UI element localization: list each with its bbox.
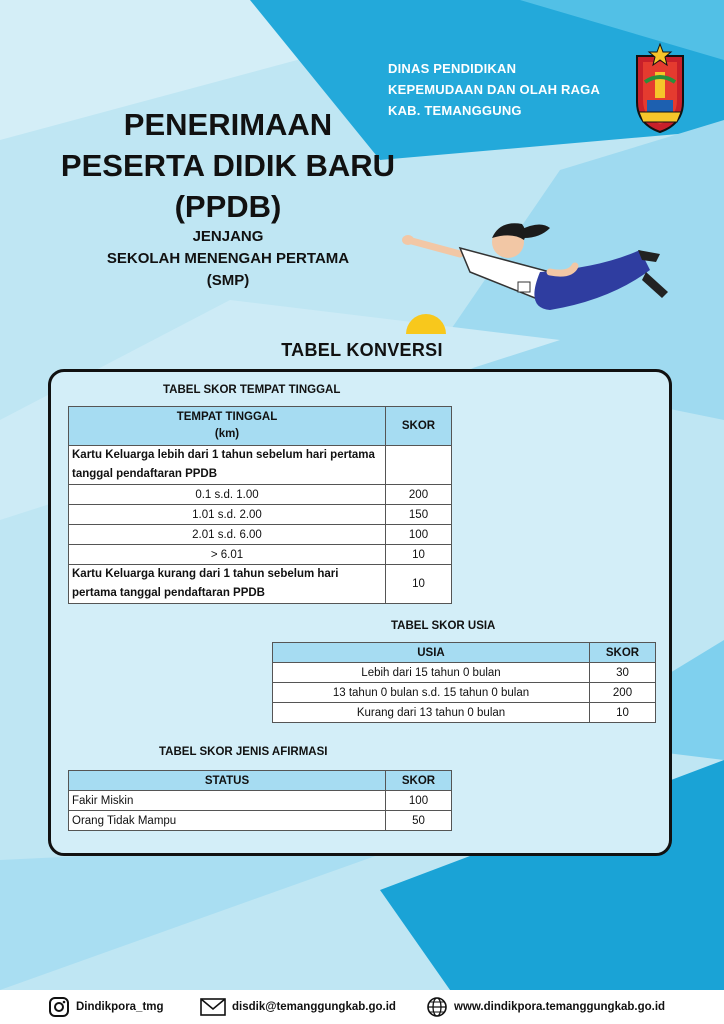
group1-label: Kartu Keluarga lebih dari 1 tahun sebelum hari pertama tanggal pendaftaran PPDB (69, 446, 386, 485)
table-usia (272, 642, 656, 723)
table-header-row (273, 643, 656, 663)
header-tempat-line-2: (km) (214, 428, 240, 440)
table-row (69, 545, 452, 565)
table-header-row (69, 407, 452, 446)
title-line-3: (PPDB) (174, 189, 282, 224)
group1-skor (386, 446, 452, 485)
table-tempat-caption: TABEL SKOR TEMPAT TINGGAL (163, 384, 341, 396)
header-skor: SKOR (386, 407, 452, 446)
range-cell: > 6.01 (69, 545, 386, 565)
email-address: disdik@temanggungkab.go.id (232, 1001, 396, 1013)
sun-shape (404, 312, 448, 334)
instagram-icon (48, 996, 70, 1018)
table-row (273, 663, 656, 683)
usia-cell: 13 tahun 0 bulan s.d. 15 tahun 0 bulan (273, 683, 590, 703)
header-skor: SKOR (386, 771, 452, 791)
footer-instagram[interactable] (48, 990, 164, 1024)
agency-line-2: KEPEMUDAAN DAN OLAH RAGA (388, 82, 601, 97)
skor-cell: 150 (386, 505, 452, 525)
header-tempat-tinggal (69, 407, 386, 446)
header-status: STATUS (69, 771, 386, 791)
skor-cell: 200 (590, 683, 656, 703)
table-row (69, 485, 452, 505)
subtitle-line-1: JENJANG (192, 228, 264, 245)
usia-cell: Lebih dari 15 tahun 0 bulan (273, 663, 590, 683)
subtitle-line-3: (SMP) (206, 272, 250, 289)
agency-line-1: DINAS PENDIDIKAN (388, 61, 517, 76)
group2-skor: 10 (386, 565, 452, 604)
table-row (69, 791, 452, 811)
header-tempat-line-1: TEMPAT TINGGAL (176, 411, 278, 423)
table-row (273, 683, 656, 703)
mail-icon (200, 997, 226, 1017)
table-row (273, 703, 656, 723)
regency-emblem (631, 42, 689, 134)
skor-cell: 10 (386, 545, 452, 565)
skor-cell: 100 (386, 525, 452, 545)
subtitle-line-2: SEKOLAH MENENGAH PERTAMA (106, 250, 350, 267)
title-line-1: PENERIMAAN (123, 107, 333, 142)
table-row (69, 565, 452, 604)
table-row (69, 525, 452, 545)
table-header-row (69, 771, 452, 791)
table-row (69, 505, 452, 525)
footer-website[interactable] (426, 990, 665, 1024)
group2-label: Kartu Keluarga kurang dari 1 tahun sebelum hari pertama tanggal pendaftaran PPDB (69, 565, 386, 604)
header-usia: USIA (273, 643, 590, 663)
page-title (14, 104, 442, 227)
status-cell: Orang Tidak Mampu (69, 811, 386, 831)
usia-cell: Kurang dari 13 tahun 0 bulan (273, 703, 590, 723)
website-url: www.dindikpora.temanggungkab.go.id (454, 1001, 666, 1013)
conversion-panel (48, 369, 672, 856)
skor-cell: 30 (590, 663, 656, 683)
table-row (69, 811, 452, 831)
table-afirmasi-caption: TABEL SKOR JENIS AFIRMASI (159, 746, 328, 758)
page-subtitle (14, 226, 442, 292)
table-row (69, 446, 452, 485)
instagram-handle: Dindikpora_tmg (76, 1001, 164, 1013)
globe-icon (426, 996, 448, 1018)
footer (0, 990, 724, 1024)
status-cell: Fakir Miskin (69, 791, 386, 811)
range-cell: 0.1 s.d. 1.00 (69, 485, 386, 505)
header-skor: SKOR (590, 643, 656, 663)
range-cell: 2.01 s.d. 6.00 (69, 525, 386, 545)
title-line-2: PESERTA DIDIK BARU (60, 148, 396, 183)
skor-cell: 100 (386, 791, 452, 811)
skor-cell: 10 (590, 703, 656, 723)
footer-email[interactable] (200, 990, 396, 1024)
agency-line-3: KAB. TEMANGGUNG (388, 103, 522, 118)
table-afirmasi (68, 770, 452, 831)
range-cell: 1.01 s.d. 2.00 (69, 505, 386, 525)
table-tempat-tinggal (68, 406, 452, 604)
table-usia-caption: TABEL SKOR USIA (391, 620, 496, 632)
skor-cell: 50 (386, 811, 452, 831)
section-title: TABEL KONVERSI (281, 340, 443, 360)
skor-cell: 200 (386, 485, 452, 505)
